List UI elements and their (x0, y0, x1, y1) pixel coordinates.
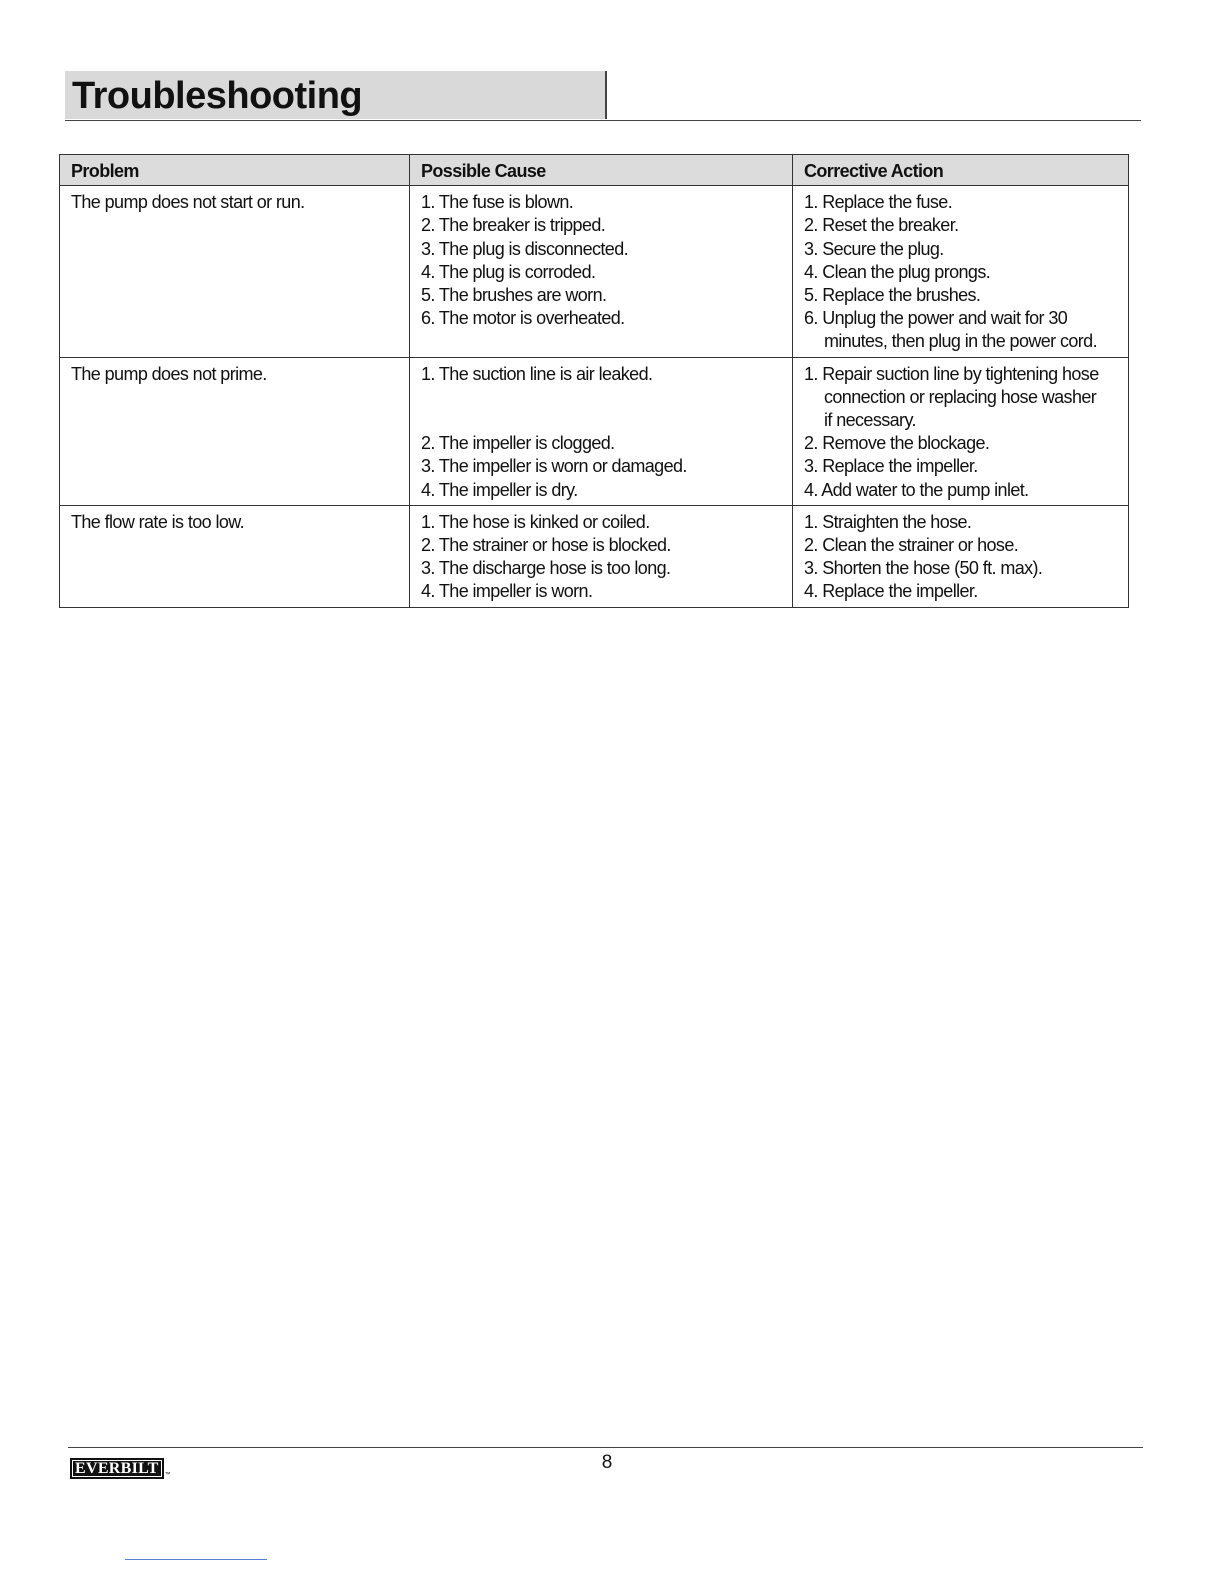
action-item: 4. Add water to the pump inlet. (804, 479, 1029, 500)
action-item: 5. Replace the brushes. (804, 285, 981, 306)
troubleshooting-table (59, 154, 1129, 608)
page-title: Troubleshooting (72, 75, 363, 117)
action-item: 1. Replace the fuse. (804, 192, 953, 213)
brand-logo (70, 1460, 171, 1479)
cause-spacer (421, 386, 781, 409)
cause-item: 2. The impeller is clogged. (421, 433, 615, 454)
cause-item: 5. The brushes are worn. (421, 285, 607, 306)
column-header-possible-cause: Possible Cause (410, 155, 793, 186)
cause-item: 4. The plug is corroded. (421, 261, 596, 282)
action-item: 3. Shorten the hose (50 ft. max). (804, 558, 1043, 579)
action-item: 2. Remove the blockage. (804, 433, 990, 454)
action-item: 2. Clean the strainer or hose. (804, 535, 1019, 556)
trademark-mark: ™ (164, 1472, 171, 1478)
action-item: 3. Secure the plug. (804, 238, 944, 259)
column-header-corrective-action: Corrective Action (793, 155, 1129, 186)
cause-cell (410, 186, 793, 357)
link-underline (125, 1559, 267, 1560)
problem-cell (60, 186, 410, 357)
cause-item: 3. The discharge hose is too long. (421, 558, 671, 579)
cause-item: 4. The impeller is worn. (421, 581, 593, 602)
action-cell (793, 505, 1129, 607)
problem-cell (60, 505, 410, 607)
cause-item: 3. The impeller is worn or damaged. (421, 456, 687, 477)
header-rule (65, 120, 1141, 121)
section-header-bar (65, 71, 607, 119)
cause-item: 1. The suction line is air leaked. (421, 363, 653, 384)
action-cell (793, 186, 1129, 357)
cause-item: 2. The breaker is tripped. (421, 215, 606, 236)
action-cell (793, 357, 1129, 505)
cause-item: 6. The motor is overheated. (421, 308, 625, 329)
problem-text: The pump does not prime. (71, 363, 267, 384)
cause-spacer (421, 409, 781, 432)
cause-item: 1. The hose is kinked or coiled. (421, 511, 650, 532)
brand-logo-text: EVERBILT (70, 1458, 164, 1479)
action-item: 1. Straighten the hose. (804, 511, 972, 532)
action-item: 2. Reset the breaker. (804, 215, 959, 236)
problem-cell (60, 357, 410, 505)
cause-item: 1. The fuse is blown. (421, 192, 574, 213)
column-header-problem: Problem (60, 155, 410, 186)
cause-item: 4. The impeller is dry. (421, 479, 578, 500)
page-number: 8 (601, 1452, 613, 1473)
problem-text: The pump does not start or run. (71, 192, 305, 213)
table-row (60, 186, 1129, 357)
table-row (60, 357, 1129, 505)
problem-text: The flow rate is too low. (71, 511, 245, 532)
action-item: 3. Replace the impeller. (804, 456, 978, 477)
table-header-row (60, 155, 1129, 186)
cause-item: 3. The plug is disconnected. (421, 238, 629, 259)
cause-item: 2. The strainer or hose is blocked. (421, 535, 671, 556)
action-item: 1. Repair suction line by tightening hose connection or replacing hose washer if necessary. (804, 363, 1099, 431)
action-item: 4. Clean the plug prongs. (804, 261, 991, 282)
action-item: 6. Unplug the power and wait for 30 minutes, then plug in the power cord. (804, 308, 1097, 352)
cause-cell (410, 505, 793, 607)
action-item: 4. Replace the impeller. (804, 581, 978, 602)
cause-cell (410, 357, 793, 505)
table-row (60, 505, 1129, 607)
footer-rule (68, 1447, 1143, 1448)
